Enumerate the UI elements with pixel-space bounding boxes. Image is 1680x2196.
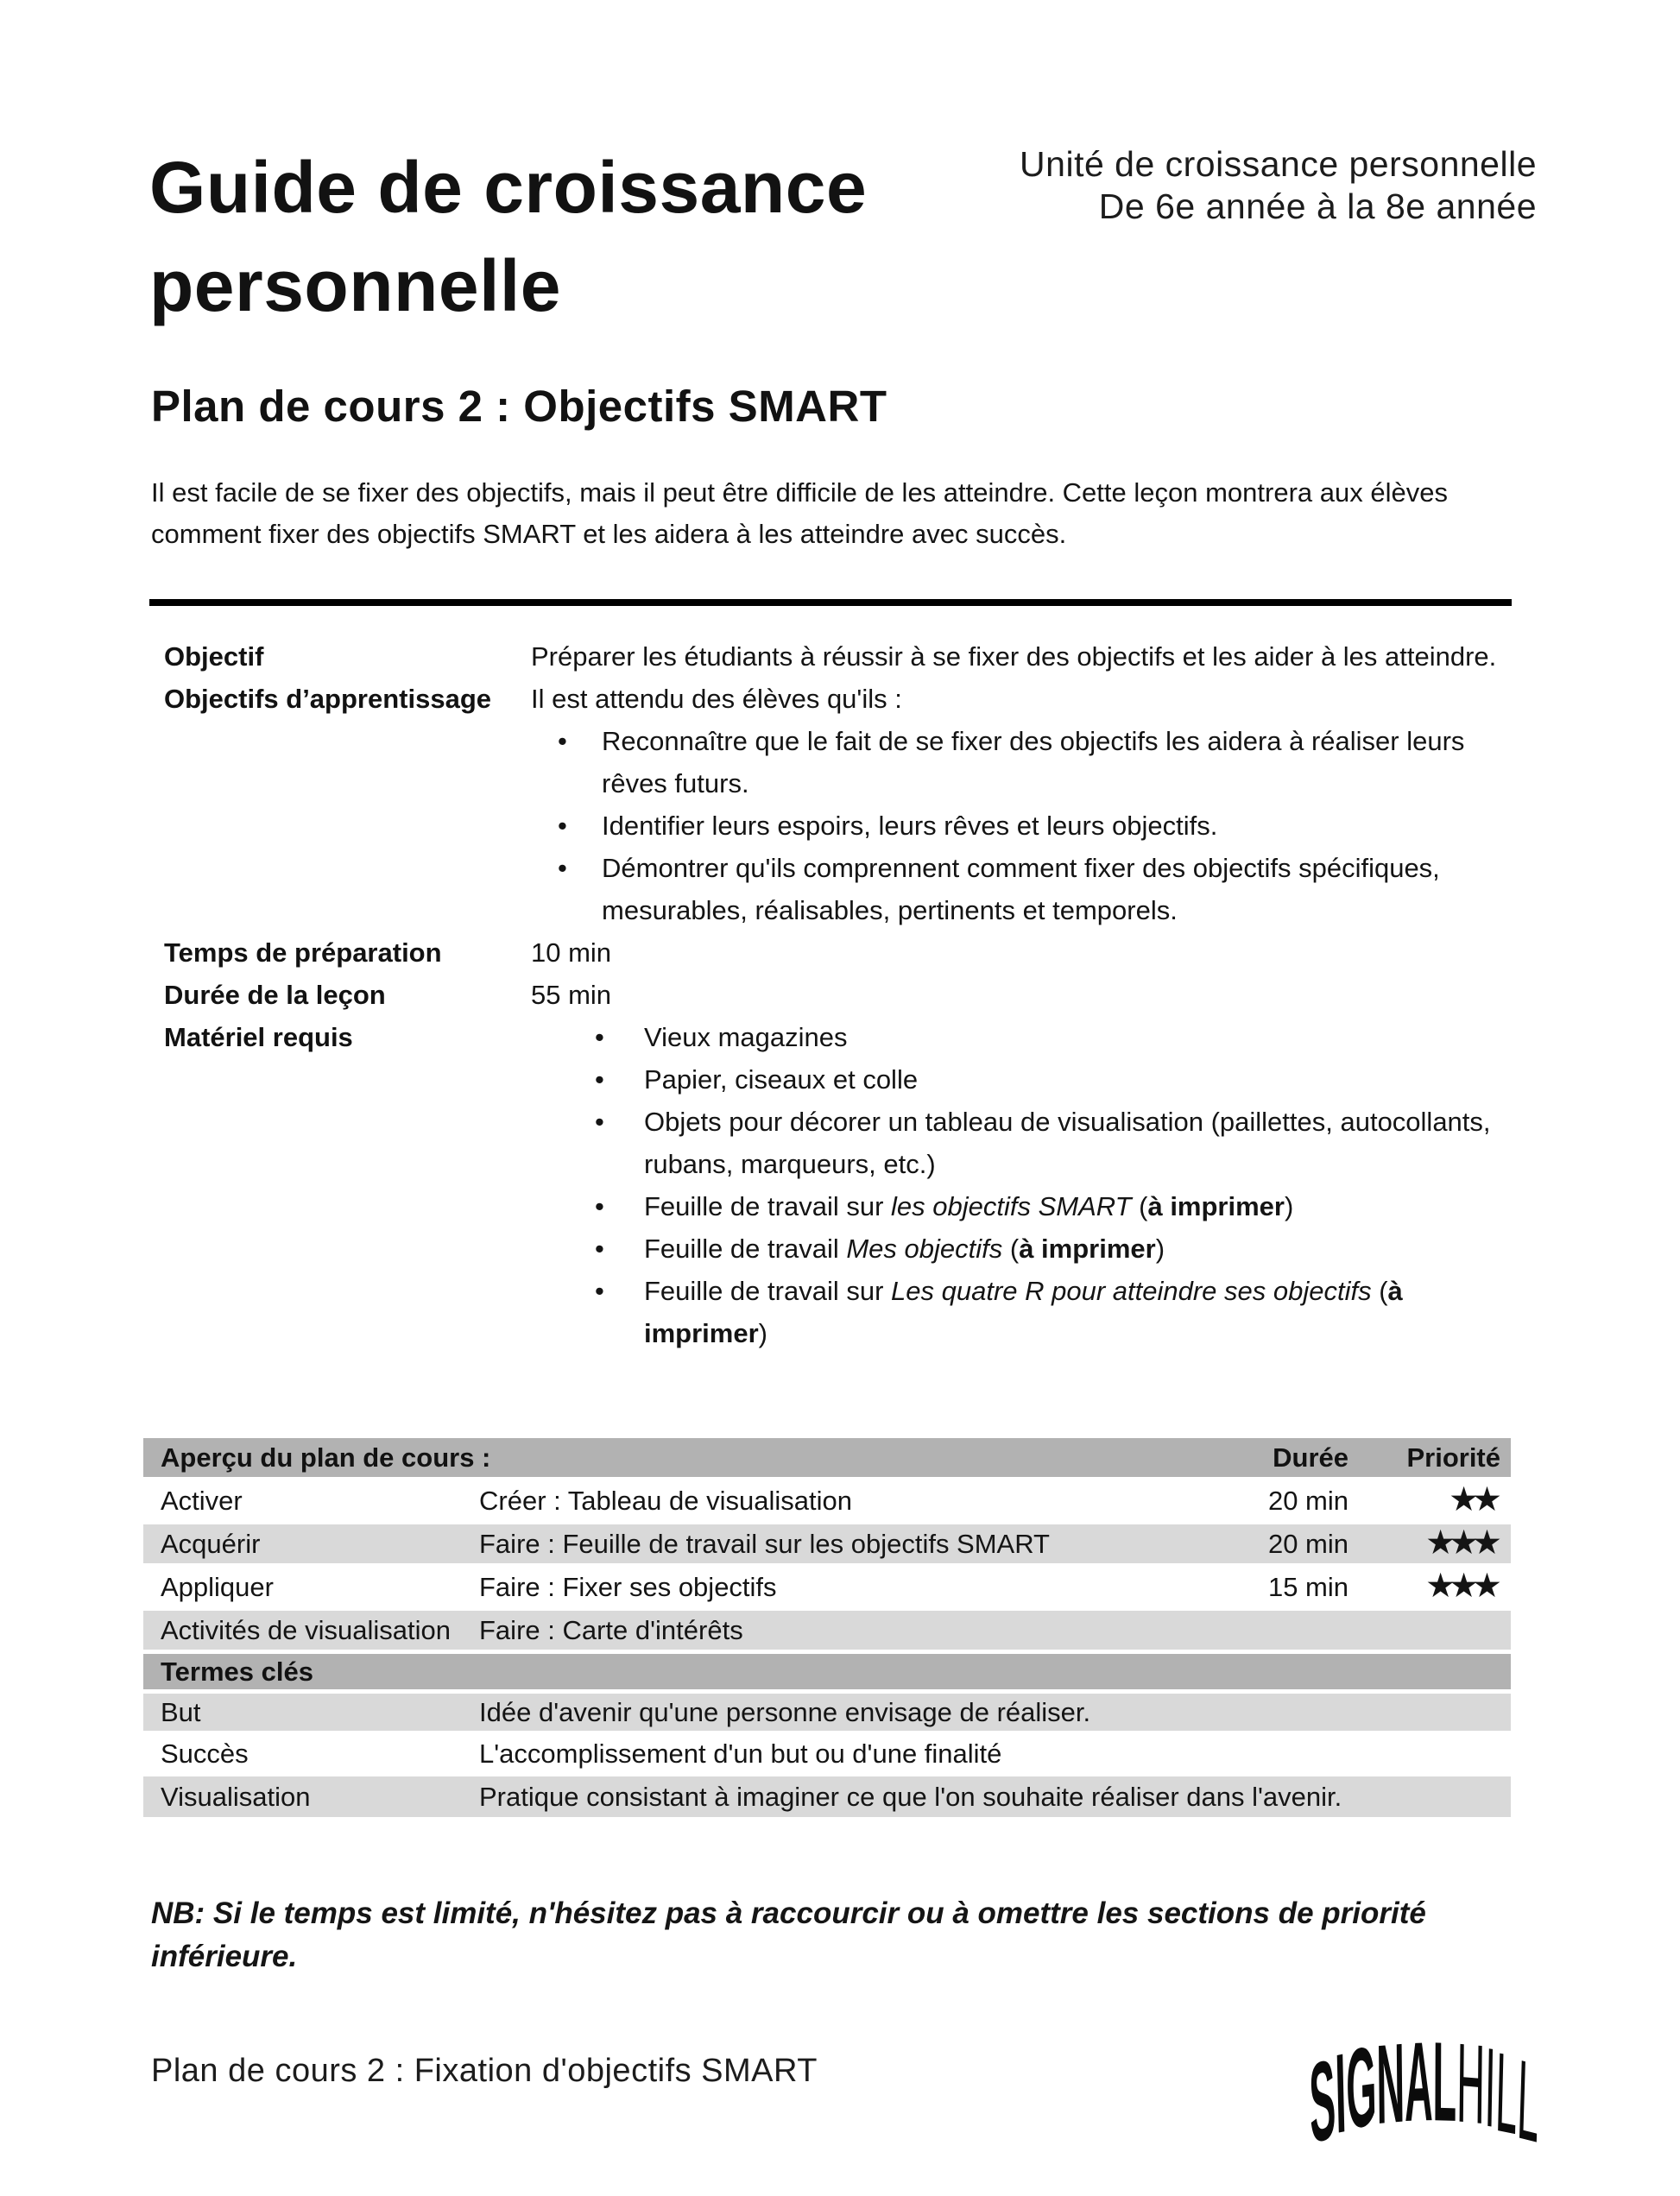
learning-goals-list bbox=[531, 720, 1524, 931]
logo-letter: L bbox=[1515, 2035, 1542, 2167]
activity-cell: Appliquer bbox=[161, 1572, 274, 1602]
prep-time-label: Temps de préparation bbox=[164, 937, 442, 968]
lesson-duration-value: 55 min bbox=[531, 980, 612, 1010]
learning-goals-value bbox=[531, 678, 1524, 931]
table-row bbox=[143, 1524, 1511, 1568]
logo-letter: N bbox=[1376, 2019, 1406, 2148]
lesson-duration-label: Durée de la leçon bbox=[164, 980, 386, 1010]
logo-letter: G bbox=[1345, 2022, 1379, 2153]
priority-cell bbox=[1373, 1524, 1511, 1563]
materials-label: Matériel requis bbox=[164, 1022, 353, 1052]
definition-text: Pratique consistant à imaginer ce que l'on souhaite réaliser dans l'avenir. bbox=[479, 1782, 1342, 1812]
nb-note: NB: Si le temps est limité, n'hésitez pas à raccourcir ou à omettre les sections de priorité inférieure. bbox=[151, 1896, 1426, 1973]
priority-stars: ★★★ bbox=[1425, 1568, 1495, 1605]
learning-goals-label: Objectifs d’apprentissage bbox=[164, 684, 491, 714]
bullet-item bbox=[531, 1185, 1524, 1227]
text-segment: Les quatre R pour atteindre ses objectifs bbox=[891, 1276, 1372, 1306]
term-cell: But bbox=[161, 1697, 201, 1727]
text-segment: ( bbox=[1131, 1191, 1148, 1221]
activity-cell: Activer bbox=[161, 1486, 243, 1516]
table-row bbox=[143, 1481, 1511, 1524]
unit-header bbox=[881, 143, 1537, 228]
detail-row-materials bbox=[151, 1016, 1524, 1354]
definition-cell: L'accomplissement d'un but ou d'une finalité bbox=[479, 1738, 1002, 1769]
logo-letter: S bbox=[1307, 2035, 1338, 2168]
text-segment: ) bbox=[1284, 1191, 1294, 1221]
priority-stars: ★★ bbox=[1449, 1481, 1495, 1518]
logo-letter: H bbox=[1456, 2019, 1486, 2148]
table-header-row bbox=[143, 1438, 1511, 1481]
key-terms-header: Termes clés bbox=[161, 1656, 313, 1687]
description-cell: Faire : Feuille de travail sur les objectifs SMART bbox=[479, 1529, 1050, 1559]
table-row bbox=[143, 1568, 1511, 1611]
text-segment: à imprimer bbox=[1019, 1234, 1156, 1264]
text-segment: Feuille de travail sur bbox=[644, 1191, 892, 1221]
priority-cell bbox=[1373, 1568, 1511, 1606]
activity-cell: Activités de visualisation bbox=[161, 1615, 451, 1645]
duration-cell: 15 min bbox=[1267, 1572, 1348, 1602]
table-header-duration: Durée bbox=[1273, 1442, 1348, 1473]
priority-cell bbox=[1373, 1481, 1511, 1520]
logo-letter: L bbox=[1494, 2029, 1519, 2159]
description-cell: Faire : Carte d'intérêts bbox=[479, 1615, 743, 1645]
text-segment: ( bbox=[1371, 1276, 1388, 1306]
lesson-intro: Il est facile de se fixer des objectifs, mais il peut être difficile de les atteindre. Cette leçon montrera aux élèves comment fixer des objectifs SMART et les aidera à les atteindre avec succès. bbox=[151, 477, 1448, 549]
priority-cell bbox=[1373, 1611, 1511, 1650]
duration-cell: 20 min bbox=[1267, 1529, 1348, 1559]
text-segment: à imprimer bbox=[644, 1276, 1403, 1348]
table-row bbox=[143, 1611, 1511, 1654]
bullet-item: • Papier, ciseaux et colle bbox=[531, 1058, 1524, 1101]
key-term-row bbox=[143, 1776, 1511, 1821]
activity-cell: Acquérir bbox=[161, 1529, 261, 1559]
signalhill-logo bbox=[1307, 2018, 1542, 2168]
duration-cell: 20 min bbox=[1267, 1486, 1348, 1516]
learning-goals-intro: Il est attendu des élèves qu'ils : bbox=[531, 684, 902, 714]
unit-line: Unité de croissance personnelle bbox=[1020, 144, 1537, 184]
detail-row-objective bbox=[151, 635, 1524, 678]
objective-value: Préparer les étudiants à réussir à se fixer des objectifs et les aider à les atteindre. bbox=[531, 641, 1497, 672]
description-cell: Faire : Fixer ses objectifs bbox=[479, 1572, 777, 1602]
document-title: Guide de croissance personnelle bbox=[149, 147, 868, 326]
key-terms-header-row bbox=[143, 1654, 1511, 1694]
text-segment: les objectifs SMART bbox=[891, 1191, 1132, 1221]
logo-letter: A bbox=[1405, 2018, 1434, 2145]
text-segment: Mes objectifs bbox=[846, 1234, 1003, 1264]
objective-label: Objectif bbox=[164, 641, 264, 672]
bullet-item: • Objets pour décorer un tableau de visualisation (paillettes, autocollants, rubans, marqueurs, etc.) bbox=[531, 1101, 1524, 1185]
text-segment: Feuille de travail sur bbox=[644, 1276, 892, 1306]
text-segment: Feuille de travail bbox=[644, 1234, 847, 1264]
term-cell: Visualisation bbox=[161, 1782, 311, 1812]
logo-letter: I bbox=[1484, 2023, 1498, 2151]
table-header-title: Aperçu du plan de cours : bbox=[161, 1442, 491, 1473]
lesson-heading: Plan de cours 2 : Objectifs SMART bbox=[151, 382, 887, 431]
lesson-details bbox=[151, 635, 1524, 1354]
text-segment: ) bbox=[758, 1318, 767, 1348]
grade-line: De 6e année à la 8e année bbox=[1098, 186, 1537, 226]
description-cell: Créer : Tableau de visualisation bbox=[479, 1486, 852, 1516]
materials-value bbox=[531, 1016, 1524, 1354]
detail-row-prep-time bbox=[151, 931, 1524, 974]
bullet-item bbox=[531, 1227, 1524, 1270]
definition-cell: Idée d'avenir qu'une personne envisage de réaliser. bbox=[479, 1697, 1091, 1727]
text-segment: à imprimer bbox=[1147, 1191, 1285, 1221]
detail-row-lesson-duration bbox=[151, 974, 1524, 1016]
key-term-row bbox=[143, 1694, 1511, 1735]
bullet-item: • Identifier leurs espoirs, leurs rêves et leurs objectifs. bbox=[531, 805, 1524, 847]
plan-overview-table bbox=[143, 1438, 1511, 1821]
priority-stars: ★★★ bbox=[1425, 1524, 1495, 1562]
logo-letter: L bbox=[1432, 2018, 1457, 2145]
bullet-item bbox=[531, 1270, 1524, 1354]
logo-letter: I bbox=[1334, 2029, 1348, 2157]
bullet-item: • Reconnaître que le fait de se fixer des objectifs les aidera à réaliser leurs rêves futurs. bbox=[531, 720, 1524, 805]
text-segment: ( bbox=[1002, 1234, 1020, 1264]
footer-label: Plan de cours 2 : Fixation d'objectifs SMART bbox=[151, 2053, 818, 2089]
bullet-item: • Démontrer qu'ils comprennent comment fixer des objectifs spécifiques, mesurables, réalisables, pertinents et temporels. bbox=[531, 847, 1524, 931]
table-header-priority: Priorité bbox=[1406, 1442, 1500, 1473]
key-term-row bbox=[143, 1735, 1511, 1776]
bullet-item: • Vieux magazines bbox=[531, 1016, 1524, 1058]
detail-row-learning-goals bbox=[151, 678, 1524, 931]
text-segment: ) bbox=[1155, 1234, 1165, 1264]
divider-rule bbox=[149, 599, 1512, 606]
definition-cell bbox=[479, 1776, 1511, 1817]
term-cell: Succès bbox=[161, 1738, 249, 1769]
prep-time-value: 10 min bbox=[531, 937, 612, 968]
materials-list bbox=[531, 1016, 1524, 1354]
